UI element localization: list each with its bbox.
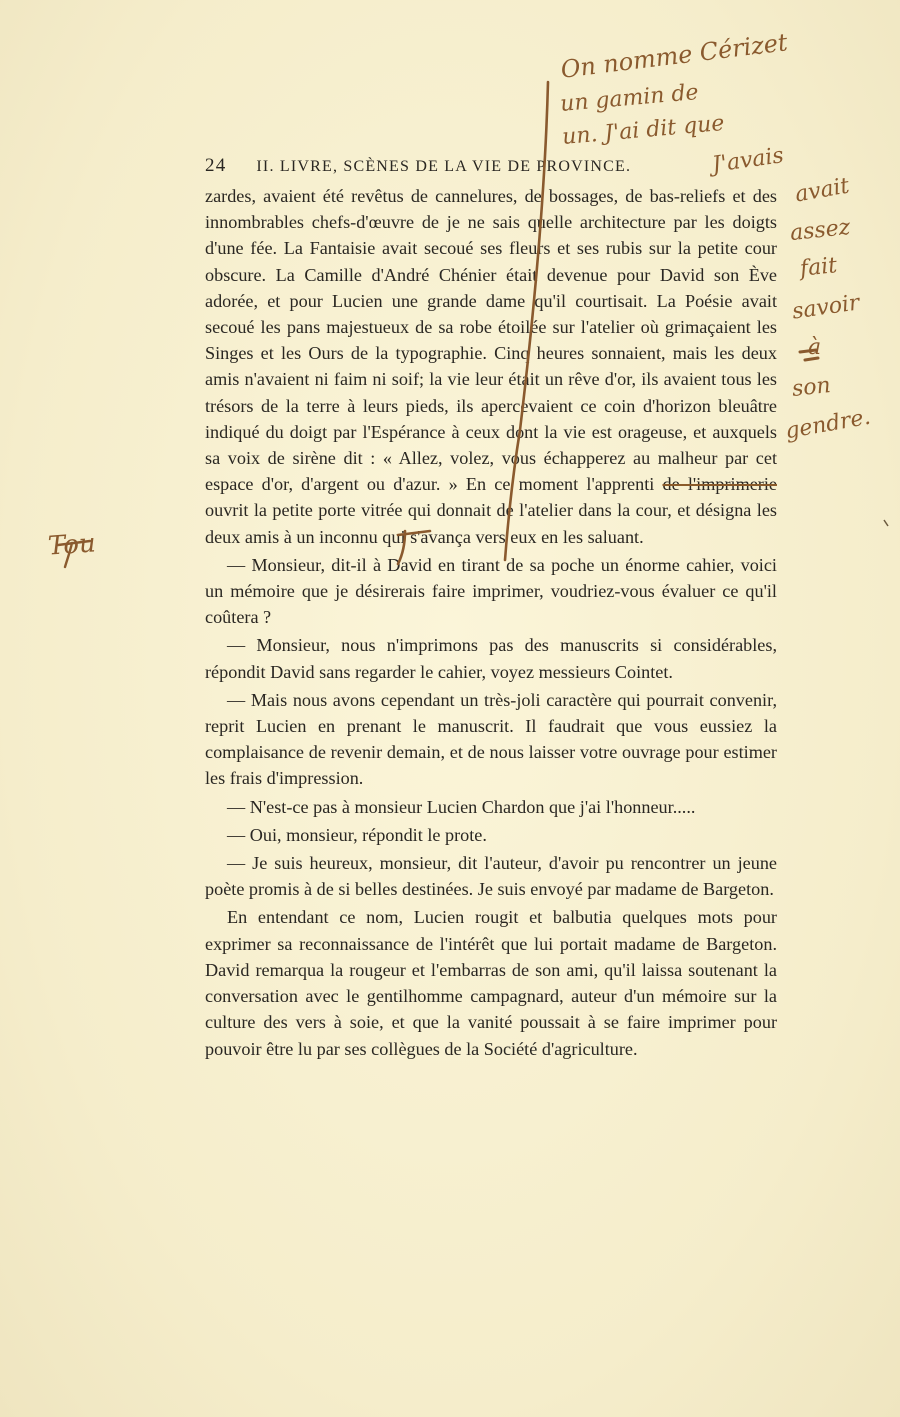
annotation-right-2: assez [788,214,852,247]
paragraph: — Je suis heureux, monsieur, dit l'auteur, d'avoir pu rencontrer un jeune poète promis à de si belles destinées. Je suis envoyé par madame de Bargeton. [205,853,777,900]
struck-text: de l'imprimerie [662,474,777,495]
annotation-top-4: J'avais [710,143,786,178]
annotation-right-7: gendre. [783,404,873,445]
paragraph: — Mais nous avons cependant un très-joli caractère qui pourrait convenir, reprit Lucien en prenant le manuscrit. Il faudrait que vous eussiez la complaisance de revenir demain, et de nous laisser votre ouvrage pour estimer les frais d'impression. [205,689,777,789]
paragraph: — Oui, monsieur, répondit le prote. [227,824,487,845]
paragraph: — Monsieur, dit-il à David en tirant de sa poche un énorme cahier, voici un mémoire que je désirerais faire imprimer, voudriez-vous évaluer ce qu'il coûtera ? [205,554,777,628]
paragraph: — N'est-ce pas à monsieur Lucien Chardon que j'ai l'honneur..... [227,796,696,817]
annotation-top-1: On nomme Cérizet [559,28,790,84]
annotation-left: Tou [47,528,97,562]
body-text [205,183,777,1062]
page-number: 24 [205,155,227,176]
annotation-right-6: son [790,373,832,402]
paragraph-continuation: ouvrit la petite porte vitrée qui donnait de l'atelier dans la cour, et désigna les deux amis à un inconnu qui s'avança vers eux en les saluant. [205,500,777,547]
annotation-right-5: à [808,335,822,360]
running-head [205,155,775,181]
running-head-title: II. LIVRE, SCÈNES DE LA VIE DE PROVINCE. [256,158,632,175]
paragraph: En entendant ce nom, Lucien rougit et balbutia quelques mots pour exprimer sa reconnaissance de l'intérêt que lui portait madame de Bargeton. David remarqua la rougeur et l'embarras de son ami, qu'il laissa soutenant la conversation avec le gentilhomme campagnard, auteur d'un mémoire sur la culture des vers à soie, et que la vanité poussait à se faire imprimer pour pouvoir être lu par ses collègues de la Société d'agriculture. [205,907,777,1059]
annotation-right-4: savoir [790,290,862,325]
annotation-right-1: avait [793,173,852,208]
annotation-right-3: fait [798,253,839,282]
annotation-top-3: un. J'ai dit que [561,110,726,151]
margin-tick-icon [884,520,888,526]
paragraph [205,183,777,550]
paragraph-text: zardes, avaient été revêtus de cannelures, de bossages, de bas-reliefs et des innombrables chefs-d'œuvre de je ne sais quelle architecture par les doigts d'une fée. La Fantaisie avait secoué ses fleurs et ses rubis sur la petite cour obscure. La Camille d'André Chénier était devenue pour David son Ève adorée, et pour Lucien une grande dame qu'il courtisait. La Poésie avait secoué les pans majestueux de sa robe étoilée sur l'atelier où grimaçaient les Singes et les Ours de la typographie. Cinq heures sonnaient, mais les deux amis n'avaient ni faim ni soif; la vie leur était un rêve d'or, ils avaient tous les trésors de la terre à leurs pieds, ils apercevaient ce coin d'horizon bleuâtre indiqué du doigt par l'Espérance à ceux dont la vie est orageuse, et auxquels sa voix de sirène dit : « Allez, volez, vous échapperez au malheur par cet espace d'or, d'argent ou d'azur. » En ce moment l'apprenti [205,186,777,495]
paragraph: — Monsieur, nous n'imprimons pas des manuscrits si considérables, répondit David sans regarder le cahier, voyez messieurs Cointet. [205,635,777,682]
annotation-top-2: un gamin de [559,80,700,117]
